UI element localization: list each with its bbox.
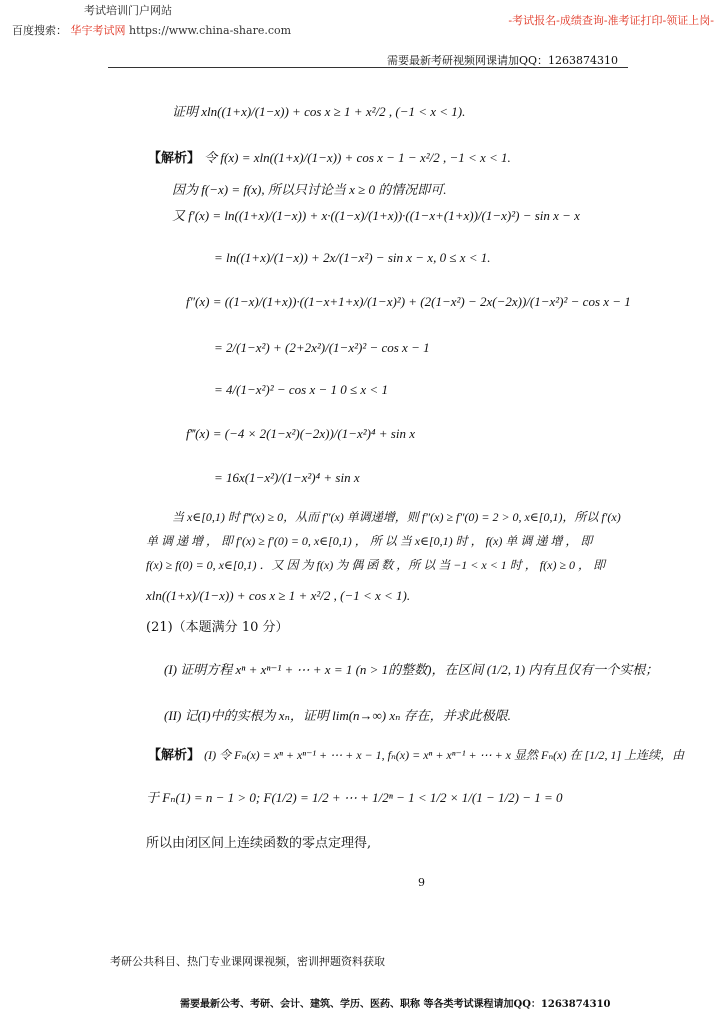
solution-line-2: 因为 f(−x) = f(x), 所以只讨论当 x ≥ 0 的情况即可.: [172, 182, 447, 197]
solution-line-13: xln((1+x)/(1−x)) + cos x ≥ 1 + x²/2 , (−1 < x < 1).: [146, 588, 411, 603]
search-line: [12, 22, 291, 38]
solution-label: 【解析】: [148, 151, 201, 166]
solution-line-11: 单 调 递 增 ， 即 f′(x) ≥ f′(0) = 0, x∈[0,1) ， 所 以 当 x∈[0,1) 时 ， f(x) 单 调 递 增 ， 即: [146, 534, 593, 548]
solution-line-3: 又 f′(x) = ln((1+x)/(1−x)) + x·((1−x)/(1+x))·((1−x+(1+x))/(1−x)²) − sin x − x: [172, 208, 580, 223]
footer-line-1: 考研公共科目、热门专业课网课视频，密训押题资料获取: [110, 955, 385, 968]
problem-21-part-1: (I) 证明方程 xⁿ + xⁿ⁻¹ + ⋯ + x = 1 (n > 1的整数)，在区间 (1/2, 1) 内有且仅有一个实根；: [164, 662, 659, 677]
solution-text: 令 f(x) = xln((1+x)/(1−x)) + cos x − 1 − x²/2 , −1 < x < 1.: [204, 150, 511, 165]
solution-21-line-3: 所以由闭区间上连续函数的零点定理得,: [146, 836, 372, 851]
search-label: 百度搜索：: [12, 24, 67, 37]
qq-note: 需要最新考研视频网课请加QQ：1263874310: [386, 54, 618, 67]
solution-line-12: f(x) ≥ f(0) = 0, x∈[0,1) ．又 因 为 f(x) 为 偶 函 数 ，所 以 当 −1 < x < 1 时 ， f(x) ≥ 0 ， 即: [146, 558, 606, 572]
solution-line-8: f‴(x) = (−4 × 2(1−x²)(−2x))/(1−x²)⁴ + sin x: [186, 426, 415, 441]
solution-21-line-2: 于 Fₙ(1) = n − 1 > 0; F(1/2) = 1/2 + ⋯ + 1/2ⁿ − 1 < 1/2 × 1/(1 − 1/2) − 1 = 0: [146, 790, 563, 805]
solution-line-7: = 4/(1−x²)² − cos x − 1 0 ≤ x < 1: [214, 382, 388, 397]
solution-21-line-1: [148, 748, 684, 764]
solution-line-6: = 2/(1−x²) + (2+2x²)/(1−x²)² − cos x − 1: [214, 340, 430, 355]
solution-line-5: f″(x) = ((1−x)/(1+x))·((1−x+1+x)/(1−x)²) + (2(1−x²) − 2x(−2x))/(1−x²)² − cos x − 1: [186, 294, 631, 309]
site-title: 考试培训门户网站: [84, 4, 172, 17]
footer-line-2: 需要最新公考、考研、会计、建筑、学历、医药、职称 等各类考试课程请加QQ：1263874310: [180, 999, 611, 1010]
solution-line-1: [148, 150, 511, 167]
solution-21-text: (I) 令 Fₙ(x) = xⁿ + xⁿ⁻¹ + ⋯ + x − 1, fₙ(x) = xⁿ + xⁿ⁻¹ + ⋯ + x 显然 Fₙ(x) 在 [1/2, 1] 上连续，由: [204, 748, 685, 762]
header-rule: [108, 67, 628, 68]
solution-label-2: 【解析】: [148, 748, 201, 763]
brand-link[interactable]: 华宇考试网: [70, 24, 126, 37]
solution-line-9: = 16x(1−x²)/(1−x²)⁴ + sin x: [214, 470, 360, 485]
nav-links[interactable]: -考试报名-成绩查询-准考证打印-领证上岗-: [508, 14, 714, 27]
site-url[interactable]: https://www.china-share.com: [129, 24, 292, 37]
solution-line-4: = ln((1+x)/(1−x)) + 2x/(1−x²) − sin x − x, 0 ≤ x < 1.: [214, 250, 491, 265]
problem-21-part-2: (II) 记(I)中的实根为 xₙ，证明 lim(n→∞) xₙ 存在，并求此极限.: [164, 708, 511, 723]
problem-statement: 证明 xln((1+x)/(1−x)) + cos x ≥ 1 + x²/2 , (−1 < x < 1).: [172, 104, 466, 119]
page-number: 9: [418, 876, 425, 889]
solution-line-10: 当 x∈[0,1) 时 f‴(x) ≥ 0，从而 f″(x) 单调递增，则 f″(x) ≥ f″(0) = 2 > 0, x∈[0,1)，所以 f′(x): [172, 510, 621, 524]
problem-21-heading: (21)（本题满分 10 分）: [146, 620, 289, 635]
